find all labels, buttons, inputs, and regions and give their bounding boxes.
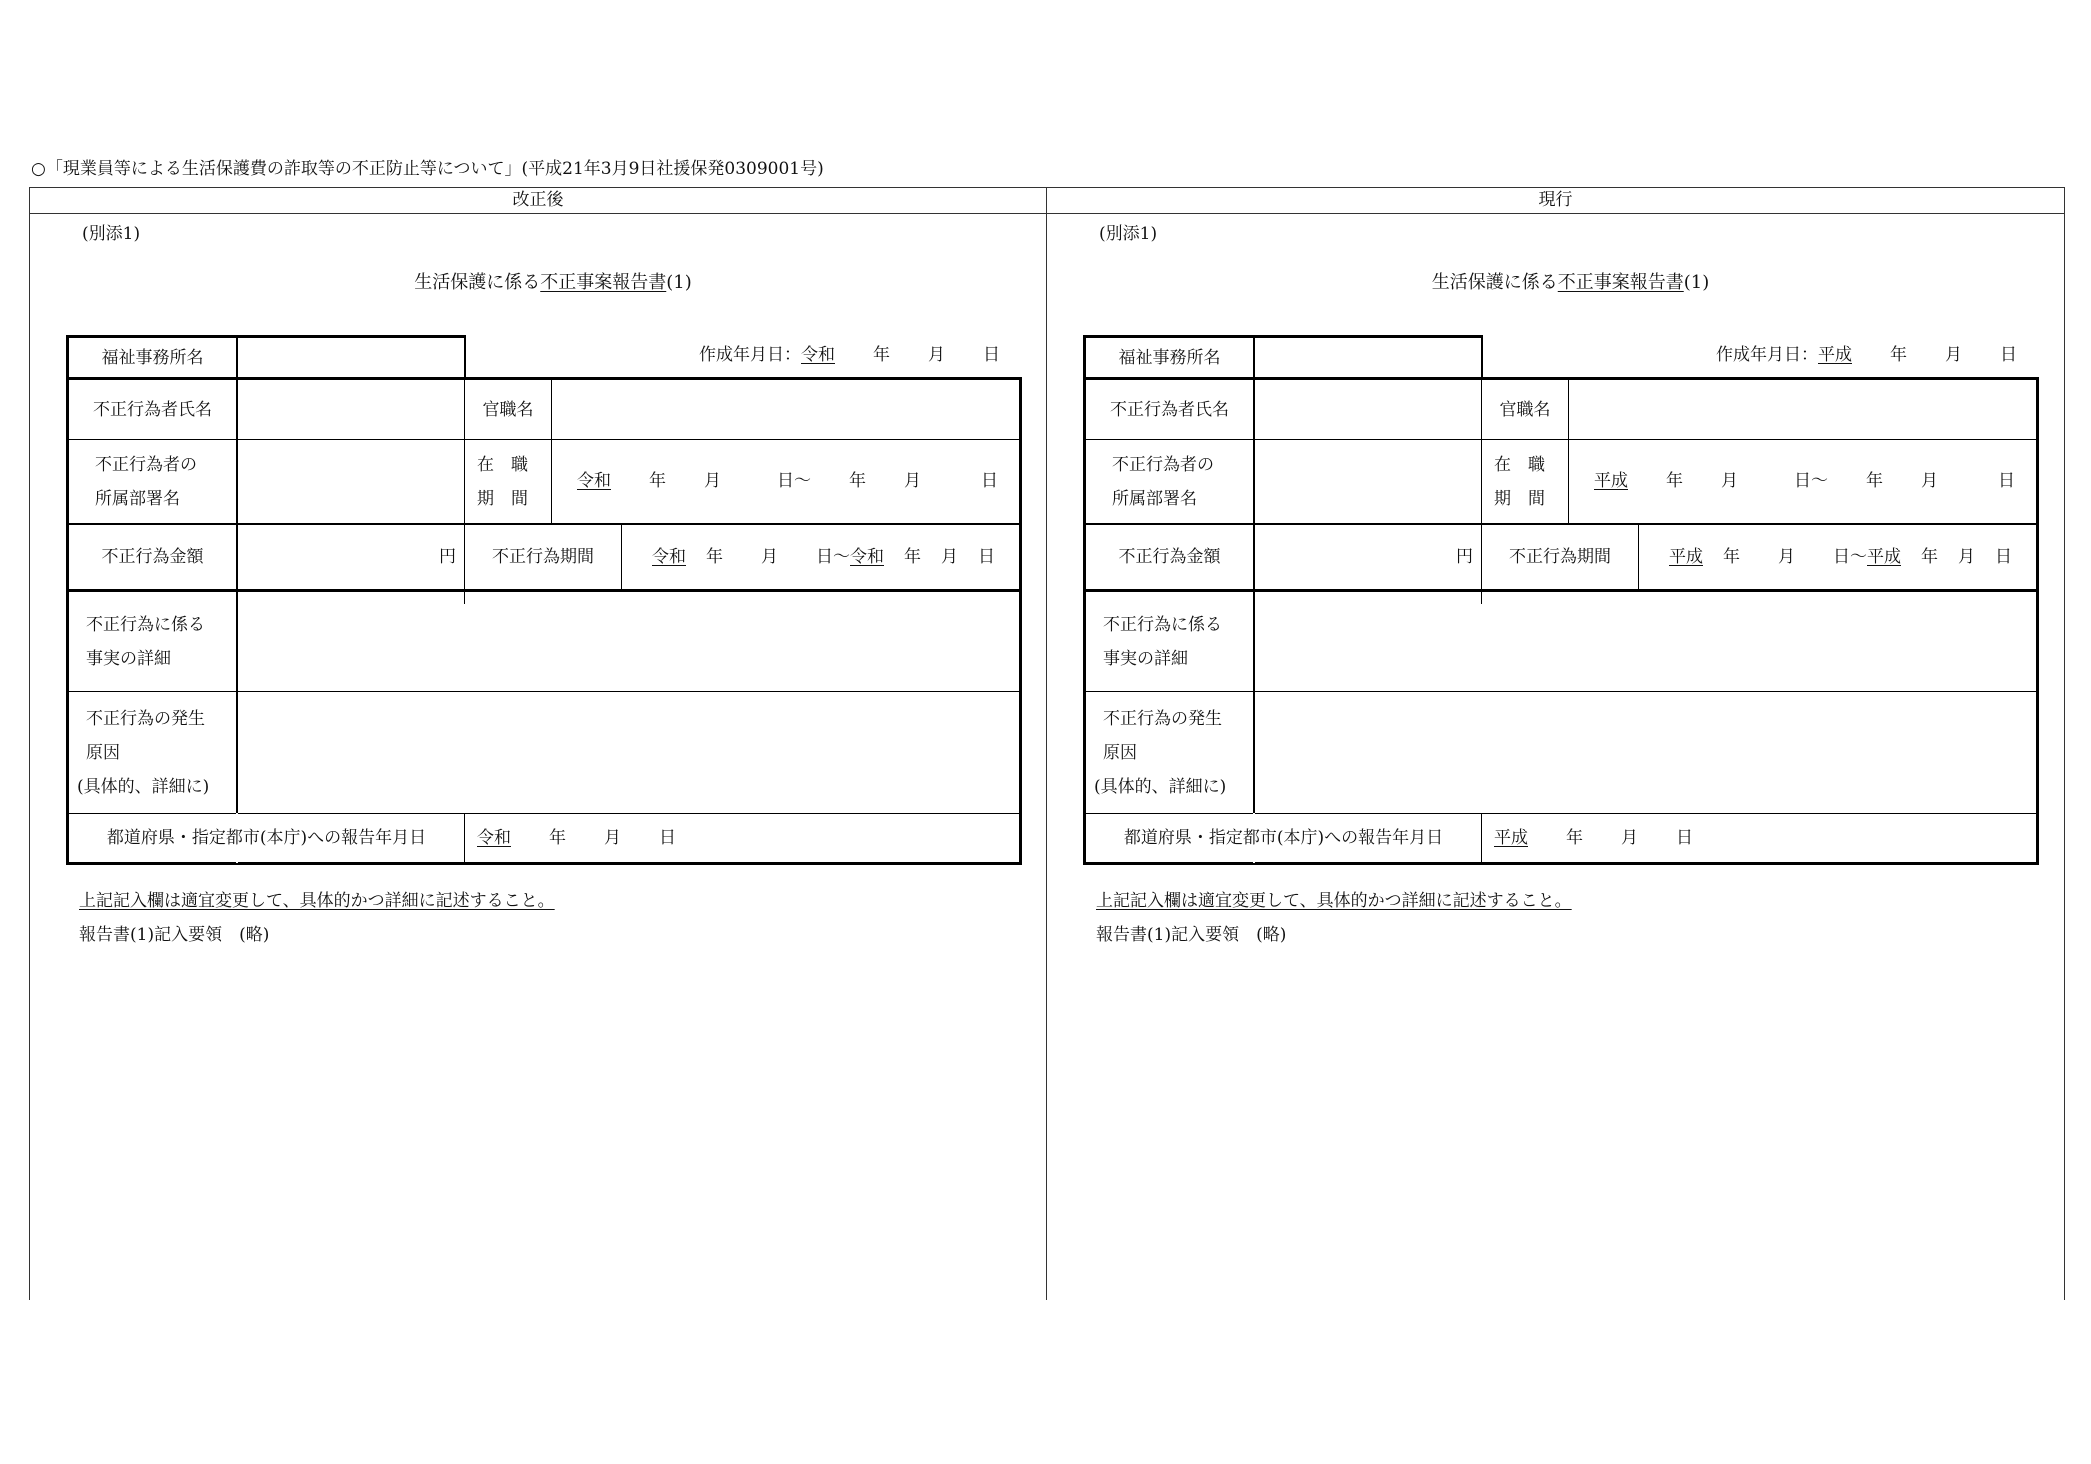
office-name-label: 福祉事務所名	[101, 348, 204, 368]
form-title-underlined: 不正事案報告書	[540, 272, 667, 293]
tenure-start-year: 年	[649, 471, 666, 491]
attachment-label: (別添1)	[82, 224, 141, 244]
job-title-field[interactable]	[1569, 380, 2036, 439]
document-heading: ○「現業員等による生活保護費の詐取等の不正防止等について」(平成21年3月9日社援保発0309001号)	[31, 159, 824, 179]
office-name-field[interactable]	[238, 338, 464, 378]
note-fill-instructions: 上記記入欄は適宜変更して、具体的かつ詳細に記述すること。	[79, 891, 555, 911]
period-end-month: 月	[1958, 547, 1975, 567]
tenure-field[interactable]	[552, 440, 1019, 523]
detail-label-line2: 事実の詳細	[86, 648, 171, 669]
period-start-era: 令和	[652, 547, 686, 567]
cause-label-line1: 不正行為の発生	[86, 708, 205, 729]
report-date-year: 年	[549, 828, 566, 848]
job-title-label: 官職名	[1499, 399, 1551, 420]
offender-dept-label-line2: 所属部署名	[95, 488, 180, 509]
created-date-era: 平成	[1818, 345, 1852, 365]
created-date	[1483, 338, 2039, 378]
tenure-label-line2: 期 間	[1494, 488, 1545, 509]
period-label: 不正行為期間	[492, 547, 594, 567]
created-date-era: 令和	[801, 345, 835, 365]
period-start-month: 月	[761, 547, 778, 567]
tenure-label	[1482, 440, 1568, 523]
offender-dept-label	[1086, 440, 1253, 523]
report-date-label: 都道府県・指定都市(本庁)への報告年月日	[1123, 828, 1444, 848]
panel-revised	[30, 213, 1046, 1300]
report-date-day: 日	[1676, 828, 1693, 848]
offender-dept-field[interactable]	[238, 440, 464, 523]
report-date-label: 都道府県・指定都市(本庁)への報告年月日	[106, 828, 427, 848]
period-end-month: 月	[941, 547, 958, 567]
cause-label-line2: 原因	[1103, 742, 1137, 763]
tenure-label	[465, 440, 551, 523]
amount-label: 不正行為金額	[1118, 547, 1221, 567]
cause-field[interactable]	[238, 692, 1019, 813]
period-end-year: 年	[904, 547, 921, 567]
form-title-suffix: (1)	[666, 272, 692, 293]
detail-label-line1: 不正行為に係る	[1103, 614, 1222, 635]
tenure-end-year: 年	[1866, 471, 1883, 491]
offender-dept-label-line1: 不正行為者の	[1112, 454, 1214, 475]
detail-label-line1: 不正行為に係る	[86, 614, 205, 635]
report-date-month: 月	[1621, 828, 1638, 848]
offender-name-field[interactable]	[238, 380, 464, 439]
office-name-field[interactable]	[1255, 338, 1481, 378]
cause-label	[69, 692, 236, 813]
tenure-label-line2: 期 間	[477, 488, 528, 509]
period-end-year: 年	[1921, 547, 1938, 567]
period-label: 不正行為期間	[1509, 547, 1611, 567]
tenure-start-month: 月	[704, 471, 721, 491]
detail-field[interactable]	[1255, 592, 2036, 691]
amount-field[interactable]	[238, 525, 464, 589]
tenure-end-day: 日	[1998, 471, 2015, 491]
period-start-year: 年	[1723, 547, 1740, 567]
tenure-field[interactable]	[1569, 440, 2036, 523]
created-date-month: 月	[928, 345, 945, 365]
offender-name-label: 不正行為者氏名	[1110, 399, 1229, 420]
note-guidelines: 報告書(1)記入要領 (略)	[79, 925, 270, 945]
period-start-year: 年	[706, 547, 723, 567]
offender-dept-field[interactable]	[1255, 440, 1481, 523]
report-date-era: 令和	[477, 828, 511, 848]
job-title-label: 官職名	[482, 399, 534, 420]
period-start-day-tilde: 日～	[816, 547, 850, 567]
column-header-current: 現行	[1538, 190, 1573, 210]
comparison-table	[29, 187, 2065, 1300]
offender-name-field[interactable]	[1255, 380, 1481, 439]
period-field[interactable]	[622, 525, 1019, 589]
tenure-start-year: 年	[1666, 471, 1683, 491]
cause-label-line3: (具体的、詳細に)	[77, 776, 210, 797]
amount-yen: 円	[439, 547, 456, 567]
amount-yen: 円	[1456, 547, 1473, 567]
attachment-label: (別添1)	[1099, 224, 1158, 244]
created-date-day: 日	[983, 345, 1000, 365]
cause-field[interactable]	[1255, 692, 2036, 813]
period-start-era: 平成	[1669, 547, 1703, 567]
created-date	[466, 338, 1022, 378]
report-date-day: 日	[659, 828, 676, 848]
amount-label: 不正行為金額	[101, 547, 204, 567]
detail-label	[1086, 592, 1253, 691]
offender-dept-label	[69, 440, 236, 523]
tenure-end-month: 月	[1921, 471, 1938, 491]
form-title	[1047, 268, 2064, 294]
report-date-field[interactable]	[1482, 814, 2036, 862]
period-start-day-tilde: 日～	[1833, 547, 1867, 567]
tenure-start-month: 月	[1721, 471, 1738, 491]
tenure-start-era: 平成	[1594, 471, 1628, 491]
report-date-field[interactable]	[465, 814, 1019, 862]
column-header-revised: 改正後	[512, 190, 564, 210]
comparison-header-row	[30, 188, 2064, 214]
created-date-year: 年	[1890, 345, 1907, 365]
tenure-start-era: 令和	[577, 471, 611, 491]
report-date-era: 平成	[1494, 828, 1528, 848]
tenure-start-day-tilde: 日～	[1794, 471, 1828, 491]
period-end-era: 平成	[1867, 547, 1901, 567]
form-title-prefix: 生活保護に係る	[1431, 272, 1558, 293]
detail-label-line2: 事実の詳細	[1103, 648, 1188, 669]
report-date-month: 月	[604, 828, 621, 848]
job-title-field[interactable]	[552, 380, 1019, 439]
tenure-start-day-tilde: 日～	[777, 471, 811, 491]
offender-dept-label-line2: 所属部署名	[1112, 488, 1197, 509]
tenure-end-year: 年	[849, 471, 866, 491]
form-title-prefix: 生活保護に係る	[414, 272, 541, 293]
period-end-day: 日	[1995, 547, 2012, 567]
created-date-label: 作成年月日：	[1716, 345, 1818, 365]
report-form	[66, 335, 1022, 865]
cause-label-line3: (具体的、詳細に)	[1094, 776, 1227, 797]
note-guidelines: 報告書(1)記入要領 (略)	[1096, 925, 1287, 945]
amount-field[interactable]	[1255, 525, 1481, 589]
created-date-day: 日	[2000, 345, 2017, 365]
period-field[interactable]	[1639, 525, 2036, 589]
period-start-month: 月	[1778, 547, 1795, 567]
tenure-label-line1: 在 職	[477, 454, 528, 475]
detail-field[interactable]	[238, 592, 1019, 691]
detail-label	[69, 592, 236, 691]
offender-name-label: 不正行為者氏名	[93, 399, 212, 420]
tenure-label-line1: 在 職	[1494, 454, 1545, 475]
cause-label-line2: 原因	[86, 742, 120, 763]
cause-label-line1: 不正行為の発生	[1103, 708, 1222, 729]
created-date-label: 作成年月日：	[699, 345, 801, 365]
report-date-year: 年	[1566, 828, 1583, 848]
form-title	[30, 268, 1046, 294]
created-date-month: 月	[1945, 345, 1962, 365]
form-title-suffix: (1)	[1683, 272, 1710, 293]
created-date-year: 年	[873, 345, 890, 365]
panel-current	[1047, 213, 2064, 1300]
offender-dept-label-line1: 不正行為者の	[95, 454, 197, 475]
tenure-end-day: 日	[981, 471, 998, 491]
tenure-end-month: 月	[904, 471, 921, 491]
cause-label	[1086, 692, 1253, 813]
note-fill-instructions: 上記記入欄は適宜変更して、具体的かつ詳細に記述すること。	[1096, 891, 1572, 911]
office-name-label: 福祉事務所名	[1118, 348, 1221, 368]
period-end-day: 日	[978, 547, 995, 567]
form-title-underlined: 不正事案報告書	[1557, 272, 1684, 293]
period-end-era: 令和	[850, 547, 884, 567]
report-form	[1083, 335, 2039, 865]
